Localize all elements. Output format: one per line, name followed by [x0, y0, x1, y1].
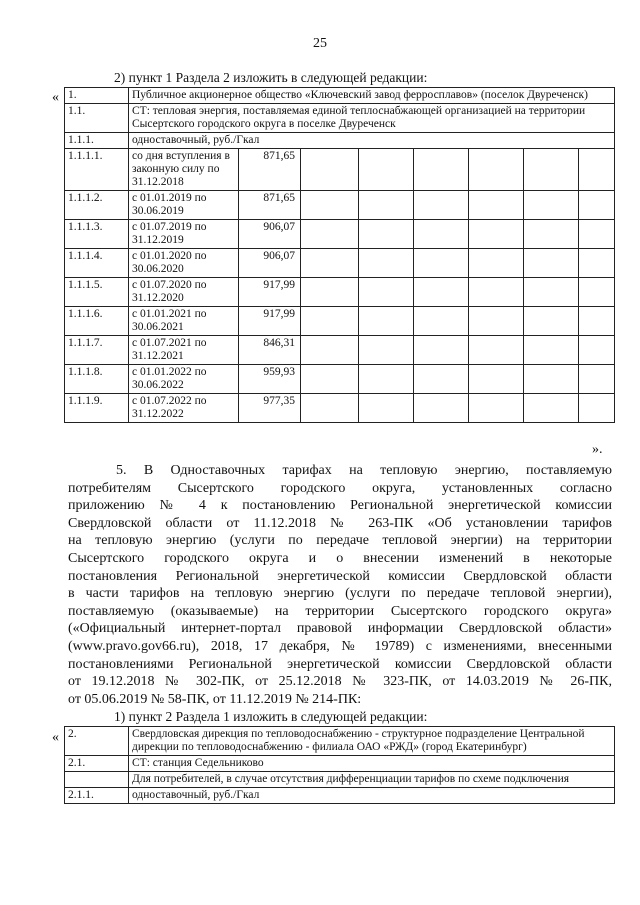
table-row	[65, 756, 615, 772]
empty-cell	[359, 220, 414, 249]
table-row	[65, 191, 615, 220]
empty-cell	[524, 191, 579, 220]
paragraph-line: постановления Региональной энергетической комиссии Свердловской области	[68, 568, 612, 584]
empty-cell	[579, 191, 615, 220]
empty-cell	[301, 365, 359, 394]
row-code: 2.1.	[65, 756, 129, 772]
empty-cell	[301, 149, 359, 191]
open-quote-2: «	[52, 730, 59, 745]
tariff-value: 917,99	[239, 278, 301, 307]
paragraph-line: на тепловую энергию (услуги по передаче тепловой энергии) на территории	[68, 533, 612, 549]
empty-cell	[414, 191, 469, 220]
empty-cell	[524, 249, 579, 278]
empty-cell	[524, 336, 579, 365]
tariff-value: 871,65	[239, 191, 301, 220]
paragraph-line: от 05.06.2019 № 58-ПК, от 11.12.2019 № 214-ПК:	[68, 691, 362, 707]
empty-cell	[359, 365, 414, 394]
row-text: СТ: тепловая энергия, поставляемая единой теплоснабжающей организацией на территории Сысертского городского округа в поселке Двуреченск	[129, 104, 615, 133]
row-code: 1.1.1.5.	[65, 278, 129, 307]
paragraph-line: (www.pravo.gov66.ru), 2018, 17 декабря, № 19789) с изменениями, внесенными	[68, 638, 612, 654]
tariff-value: 906,07	[239, 249, 301, 278]
empty-cell	[469, 365, 524, 394]
table-row	[65, 104, 615, 133]
empty-cell	[524, 365, 579, 394]
row-code: 1.1.1.9.	[65, 394, 129, 423]
empty-cell	[579, 336, 615, 365]
row-code	[65, 772, 129, 788]
empty-cell	[579, 220, 615, 249]
empty-cell	[359, 191, 414, 220]
empty-cell	[414, 149, 469, 191]
table-row	[65, 365, 615, 394]
empty-cell	[414, 336, 469, 365]
row-text: Публичное акционерное общество «Ключевский завод ферросплавов» (поселок Двуреченск)	[129, 88, 615, 104]
paragraph-line: («Официальный интернет-портал правовой информации Свердловской области»	[68, 621, 612, 637]
empty-cell	[469, 307, 524, 336]
empty-cell	[414, 278, 469, 307]
table-row	[65, 220, 615, 249]
row-code: 1.1.1.	[65, 133, 129, 149]
empty-cell	[579, 307, 615, 336]
period-cell: с 01.01.2020 по 30.06.2020	[129, 249, 239, 278]
empty-cell	[414, 220, 469, 249]
empty-cell	[524, 394, 579, 423]
row-code: 1.	[65, 88, 129, 104]
period-cell: с 01.01.2021 по 30.06.2021	[129, 307, 239, 336]
empty-cell	[301, 191, 359, 220]
row-text: одноставочный, руб./Гкал	[129, 133, 615, 149]
row-code: 1.1.1.8.	[65, 365, 129, 394]
period-cell: с 01.07.2020 по 31.12.2020	[129, 278, 239, 307]
table-row	[65, 394, 615, 423]
table-row	[65, 307, 615, 336]
empty-cell	[469, 278, 524, 307]
period-cell: с 01.01.2019 по 30.06.2019	[129, 191, 239, 220]
paragraph-line: в части тарифов на тепловую энергию (услуги по передаче тепловой энергии),	[68, 586, 612, 602]
empty-cell	[579, 249, 615, 278]
row-text: Свердловская дирекция по тепловодоснабжению - структурное подразделение Центральной дирекции по тепловодоснабжению - филиала ОАО «РЖД» (город Екатеринбург)	[129, 727, 615, 756]
table-row	[65, 727, 615, 756]
tariff-value: 846,31	[239, 336, 301, 365]
row-code: 1.1.1.1.	[65, 149, 129, 191]
period-cell: с 01.07.2022 по 31.12.2022	[129, 394, 239, 423]
close-quote-1: ».	[592, 442, 603, 457]
empty-cell	[469, 149, 524, 191]
empty-cell	[469, 336, 524, 365]
tariff-table-1	[64, 87, 615, 423]
empty-cell	[524, 149, 579, 191]
row-code: 1.1.	[65, 104, 129, 133]
period-cell: с 01.07.2021 по 31.12.2021	[129, 336, 239, 365]
paragraph-line: Сысертского городского округа и о внесении изменений в некоторые	[68, 550, 612, 566]
empty-cell	[301, 394, 359, 423]
section2-heading: 1) пункт 2 Раздела 1 изложить в следующей редакции:	[114, 709, 428, 724]
paragraph-line: постановлениями Региональной энергетической комиссии Свердловской области	[68, 656, 612, 672]
page-number: 25	[313, 36, 327, 51]
empty-cell	[524, 307, 579, 336]
table-row	[65, 772, 615, 788]
empty-cell	[469, 191, 524, 220]
row-text: СТ: станция Седельниково	[129, 756, 615, 772]
section1-heading: 2) пункт 1 Раздела 2 изложить в следующей редакции:	[114, 70, 428, 85]
period-cell: с 01.01.2022 по 30.06.2022	[129, 365, 239, 394]
empty-cell	[359, 307, 414, 336]
empty-cell	[469, 220, 524, 249]
tariff-value: 871,65	[239, 149, 301, 191]
table-row	[65, 133, 615, 149]
paragraph-line: приложению № 4 к постановлению Региональной энергетической комиссии	[68, 498, 612, 514]
open-quote-1: «	[52, 90, 59, 105]
row-code: 2.1.1.	[65, 788, 129, 804]
empty-cell	[524, 278, 579, 307]
row-text: одноставочный, руб./Гкал	[129, 788, 615, 804]
empty-cell	[469, 249, 524, 278]
empty-cell	[359, 394, 414, 423]
paragraph-line: потребителям Сысертского городского округа, установленных согласно	[68, 480, 612, 496]
row-code: 1.1.1.3.	[65, 220, 129, 249]
empty-cell	[469, 394, 524, 423]
tariff-value: 906,07	[239, 220, 301, 249]
empty-cell	[414, 394, 469, 423]
table-row	[65, 88, 615, 104]
row-code: 1.1.1.2.	[65, 191, 129, 220]
empty-cell	[414, 365, 469, 394]
empty-cell	[579, 394, 615, 423]
empty-cell	[301, 336, 359, 365]
empty-cell	[414, 307, 469, 336]
paragraph-line: 5. В Одноставочных тарифах на тепловую энергию, поставляемую	[116, 463, 612, 478]
tariff-value: 959,93	[239, 365, 301, 394]
empty-cell	[359, 336, 414, 365]
period-cell: с 01.07.2019 по 31.12.2019	[129, 220, 239, 249]
row-code: 1.1.1.4.	[65, 249, 129, 278]
paragraph-5	[68, 462, 612, 708]
empty-cell	[359, 149, 414, 191]
empty-cell	[579, 365, 615, 394]
empty-cell	[301, 307, 359, 336]
table-row	[65, 788, 615, 804]
paragraph-line: от 19.12.2018 № 302-ПК, от 25.12.2018 № 323-ПК, от 14.03.2019 № 26-ПК,	[68, 674, 612, 690]
empty-cell	[579, 278, 615, 307]
table-row	[65, 278, 615, 307]
empty-cell	[414, 249, 469, 278]
row-code: 1.1.1.6.	[65, 307, 129, 336]
empty-cell	[301, 249, 359, 278]
period-cell: со дня вступления в законную силу по 31.12.2018	[129, 149, 239, 191]
table-row	[65, 249, 615, 278]
row-text: Для потребителей, в случае отсутствия дифференциации тарифов по схеме подключения	[129, 772, 615, 788]
table-row	[65, 149, 615, 191]
empty-cell	[359, 249, 414, 278]
paragraph-line: Свердловской области от 11.12.2018 № 263-ПК «Об установлении тарифов	[68, 515, 612, 531]
empty-cell	[301, 220, 359, 249]
tariff-value: 977,35	[239, 394, 301, 423]
tariff-value: 917,99	[239, 307, 301, 336]
empty-cell	[301, 278, 359, 307]
empty-cell	[359, 278, 414, 307]
empty-cell	[579, 149, 615, 191]
row-code: 1.1.1.7.	[65, 336, 129, 365]
table-row	[65, 336, 615, 365]
empty-cell	[524, 220, 579, 249]
paragraph-line: поставляемую (оказываемые) на территории Сысертского городского округа»	[68, 603, 612, 619]
row-code: 2.	[65, 727, 129, 756]
tariff-table-2	[64, 726, 615, 804]
